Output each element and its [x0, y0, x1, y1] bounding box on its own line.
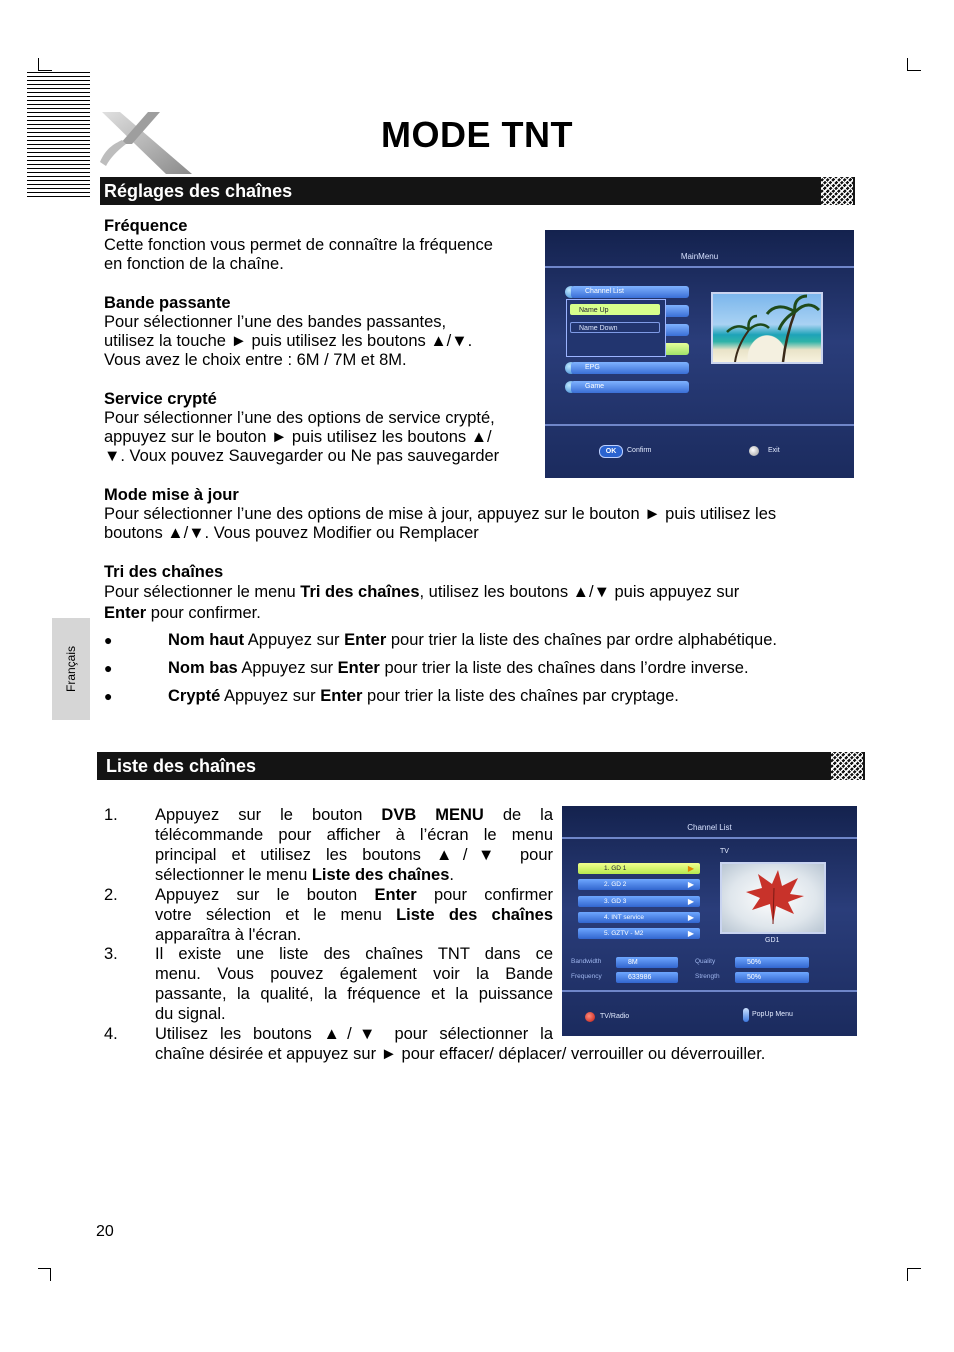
bullet-a: Appuyez sur — [244, 631, 345, 649]
bullet-key: Enter — [320, 687, 363, 705]
bandwidth-value: 8M — [616, 957, 678, 968]
ok-button-icon: OK — [599, 445, 623, 458]
step-2-line-1 — [155, 886, 553, 906]
bullet-key: Enter — [337, 659, 380, 677]
bullet-dot: ● — [104, 688, 113, 704]
service-line-2: appuyez sur le bouton ► puis utilisez les boutons ▲/ — [104, 428, 492, 446]
service-line-1: Pour sélectionner l’une des options de service crypté, — [104, 409, 495, 427]
step-3-line-4: du signal. — [155, 1005, 226, 1023]
step-3-line-3: passante, la qualité, la fréquence et la puissance — [155, 985, 553, 1003]
group-label: TV — [720, 848, 729, 855]
bullet-nom-bas — [168, 659, 749, 679]
screen-band — [545, 424, 854, 426]
bullet-term: Crypté — [168, 687, 221, 705]
step-2-line-2 — [155, 906, 553, 926]
section-heading-reglages — [100, 177, 855, 205]
step-1-line-1 — [155, 806, 553, 826]
bandwidth-label: Bandwidth — [571, 958, 602, 965]
bande-line-1: Pour sélectionner l’une des bandes passantes, — [104, 313, 447, 331]
updown-icon — [743, 1008, 749, 1022]
preview-image-leaf — [720, 862, 826, 934]
frequency-value: 633986 — [616, 972, 678, 983]
channel-name: 2. GD 2 — [604, 881, 627, 888]
channel-name: 5. GZTV - M2 — [604, 930, 644, 937]
step-text: de la — [483, 806, 553, 824]
screenshot-main-menu — [545, 230, 854, 478]
hatch-decoration — [821, 177, 853, 205]
arrow-right-icon: ▶ — [687, 913, 694, 922]
menu-item-game: Game — [571, 381, 689, 393]
step-key: Liste des chaînes — [311, 866, 450, 884]
channel-item — [578, 896, 700, 907]
bullet-term: Nom haut — [168, 631, 245, 649]
tri-line-1-a: Pour sélectionner le menu — [104, 583, 301, 601]
crop-mark-bl-h — [38, 1268, 51, 1269]
bullet-nom-haut — [168, 631, 777, 651]
arrow-right-icon: ▶ — [687, 864, 694, 873]
quality-value: 50% — [735, 957, 809, 968]
step-text: sélectionner le menu — [155, 866, 312, 884]
screen-title: MainMenu — [680, 252, 719, 261]
step-text: . — [449, 866, 454, 884]
step-3-line-2: menu. Vous pouvez également voir la Bande — [155, 965, 553, 983]
tri-line-1-c: , utilisez les boutons ▲/▼ puis appuyez sur — [419, 583, 740, 601]
service-line-3: ▼. Voux pouvez Sauvegarder ou Ne pas sauvegarder — [104, 447, 500, 465]
red-button-icon — [585, 1012, 595, 1022]
sort-submenu — [566, 299, 666, 357]
bullet-a: Appuyez sur — [237, 659, 338, 677]
step-4-line-2: chaîne désirée et appuyez sur ► pour effacer/ déplacer/ verrouiller ou déverrouiller. — [155, 1045, 766, 1063]
section-heading-text: Liste des chaînes — [106, 756, 257, 776]
bullet-b: pour trier la liste des chaînes dans l’ordre inverse. — [379, 659, 749, 677]
step-1-line-2: télécommande pour afficher à l’écran le menu — [155, 826, 553, 844]
service-title: Service crypté — [104, 390, 217, 408]
quality-label: Quality — [695, 958, 716, 965]
strength-value: 50% — [735, 972, 809, 983]
screen-band — [562, 990, 857, 992]
exit-label: Exit — [768, 447, 780, 454]
step-text: pour confirmer — [416, 886, 553, 904]
step-number: 4. — [104, 1025, 118, 1043]
exit-icon — [749, 446, 759, 456]
submenu-name-up: Name Up — [570, 304, 660, 315]
tri-line-2 — [104, 604, 261, 624]
channel-item — [578, 928, 700, 939]
step-text: Appuyez sur le bouton — [155, 886, 375, 904]
section-heading-text: Réglages des chaînes — [104, 181, 293, 201]
page-number: 20 — [96, 1223, 114, 1240]
step-text: votre sélection et le menu — [155, 906, 397, 924]
step-number: 2. — [104, 886, 118, 904]
step-3-line-1: Il existe une liste des chaînes TNT dans ce — [155, 945, 553, 963]
submenu-name-down: Name Down — [570, 322, 660, 333]
step-key: DVB MENU — [381, 806, 484, 824]
popup-menu-label: PopUp Menu — [752, 1011, 793, 1018]
channel-name: 4. INT service — [604, 914, 644, 921]
bullet-term: Nom bas — [168, 659, 238, 677]
page-title: MODE TNT — [381, 114, 573, 155]
hatch-decoration — [831, 752, 863, 780]
frequence-line-1: Cette fonction vous permet de connaître la fréquence — [104, 236, 493, 254]
screenshot-channel-list — [562, 806, 857, 1036]
bande-title: Bande passante — [104, 294, 231, 312]
section-heading-liste — [97, 752, 865, 780]
arrow-right-icon: ▶ — [687, 880, 694, 889]
language-label: Français — [64, 645, 78, 693]
tri-title: Tri des chaînes — [104, 563, 224, 581]
screen-band — [562, 837, 857, 839]
step-number: 1. — [104, 806, 118, 824]
step-key: Enter — [374, 886, 417, 904]
step-text: Appuyez sur le bouton — [155, 806, 382, 824]
frequence-line-2: en fonction de la chaîne. — [104, 255, 284, 273]
maj-title: Mode mise à jour — [104, 486, 239, 504]
preview-label: GD1 — [765, 937, 780, 944]
bullet-a: Appuyez sur — [220, 687, 321, 705]
frequency-label: Frequency — [571, 973, 602, 980]
crop-mark-br-h — [907, 1268, 921, 1269]
bande-line-2: utilisez la touche ► puis utilisez les boutons ▲/▼. — [104, 332, 473, 350]
step-1-line-4 — [155, 866, 454, 886]
crop-mark-tl-h — [38, 70, 52, 71]
menu-item-channel-list: Channel List — [571, 286, 689, 298]
tri-line-1-b: Tri des chaînes — [300, 583, 420, 601]
screen-title: Channel List — [687, 823, 732, 832]
menu-item-epg: EPG — [571, 362, 689, 374]
frequence-title: Fréquence — [104, 217, 188, 235]
bullet-dot: ● — [104, 660, 113, 676]
step-2-line-3: apparaîtra à l'écran. — [155, 926, 302, 944]
tv-radio-label: TV/Radio — [600, 1013, 630, 1020]
arrow-right-icon: ▶ — [687, 929, 694, 938]
screen-band — [545, 266, 854, 268]
step-4-line-1: Utilisez les boutons ▲/▼ pour sélectionner la — [155, 1025, 553, 1043]
leaf-icon — [722, 864, 824, 932]
bullet-b: pour trier la liste des chaînes par cryptage. — [362, 687, 679, 705]
bullet-dot: ● — [104, 632, 113, 648]
maj-line-1: Pour sélectionner l’une des options de mise à jour, appuyez sur le bouton ► puis utilisez les — [104, 505, 777, 523]
channel-item — [578, 879, 700, 890]
channel-item — [578, 863, 700, 874]
bullet-b: pour trier la liste des chaînes par ordre alphabétique. — [386, 631, 777, 649]
arrow-right-icon: ▶ — [687, 897, 694, 906]
preview-image-beach — [711, 292, 823, 364]
channel-name: 3. GD 3 — [604, 898, 627, 905]
palm-tree-icon — [713, 294, 821, 362]
channel-name: 1. GD 1 — [604, 865, 627, 872]
tri-line-1 — [104, 583, 739, 603]
crop-mark-bl — [50, 1268, 51, 1281]
channel-item — [578, 912, 700, 923]
tri-line-2-b: pour confirmer. — [146, 604, 261, 622]
bullet-key: Enter — [344, 631, 387, 649]
crop-mark-tr-h — [907, 70, 921, 71]
maj-line-2: boutons ▲/▼. Vous pouvez Modifier ou Remplacer — [104, 524, 479, 542]
step-number: 3. — [104, 945, 118, 963]
bande-line-3: Vous avez le choix entre : 6M / 7M et 8M. — [104, 351, 407, 369]
crop-mark-br — [907, 1268, 908, 1281]
tri-line-2-a: Enter — [104, 604, 147, 622]
strength-label: Strength — [695, 973, 720, 980]
bullet-crypte — [168, 687, 679, 707]
step-key: Liste des chaînes — [396, 906, 554, 924]
confirm-label: Confirm — [627, 447, 652, 454]
language-tab — [52, 618, 90, 720]
step-1-line-3: principal et utilisez les boutons ▲/▼ pour — [155, 846, 553, 864]
